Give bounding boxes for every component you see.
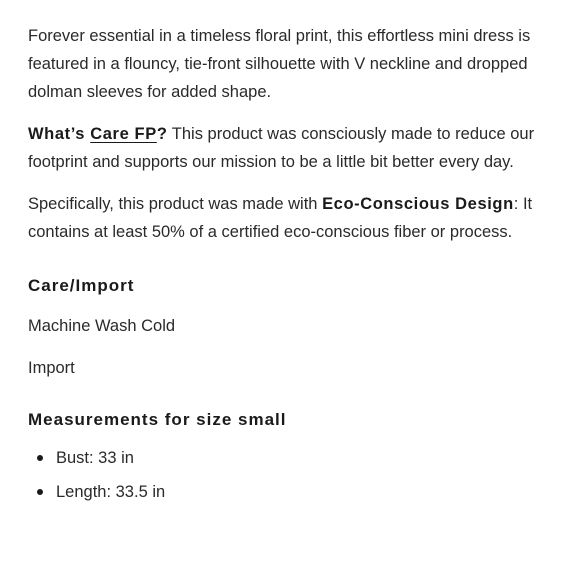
eco-conscious-paragraph bbox=[28, 190, 558, 246]
product-description-text: Forever essential in a timeless floral print, this effortless mini dress is featured in a flouncy, tie-front silhouette with V neckline and dropped dolman sleeves for added shape. bbox=[28, 27, 531, 101]
care-import-heading: Care/Import bbox=[28, 276, 135, 295]
measurements-list bbox=[28, 444, 558, 506]
eco-conscious-suffix: : It contains at least 50% of a certified eco-conscious fiber or process. bbox=[28, 195, 533, 241]
care-fp-link[interactable]: Care FP bbox=[90, 125, 157, 143]
care-fp-paragraph bbox=[28, 120, 558, 176]
list-item bbox=[28, 444, 558, 472]
list-item bbox=[28, 478, 558, 506]
care-instructions: Machine Wash Cold bbox=[28, 317, 176, 335]
care-fp-question-mark: ? bbox=[156, 125, 168, 143]
care-fp-lead: What’s bbox=[28, 125, 91, 143]
product-description bbox=[28, 22, 558, 106]
eco-conscious-prefix: Specifically, this product was made with bbox=[28, 195, 323, 213]
import-origin: Import bbox=[28, 359, 75, 377]
measurement-length: Length: 33.5 in bbox=[56, 483, 166, 501]
eco-conscious-design-label: Eco-Conscious Design bbox=[322, 195, 514, 213]
care-fp-text: This product was consciously made to reduce our footprint and supports our mission to be a little bit better every day. bbox=[28, 125, 535, 171]
product-details bbox=[28, 22, 558, 512]
bullet-icon bbox=[37, 455, 43, 461]
measurements-heading: Measurements for size small bbox=[28, 410, 287, 429]
measurement-bust: Bust: 33 in bbox=[56, 449, 134, 467]
bullet-icon bbox=[37, 489, 43, 495]
